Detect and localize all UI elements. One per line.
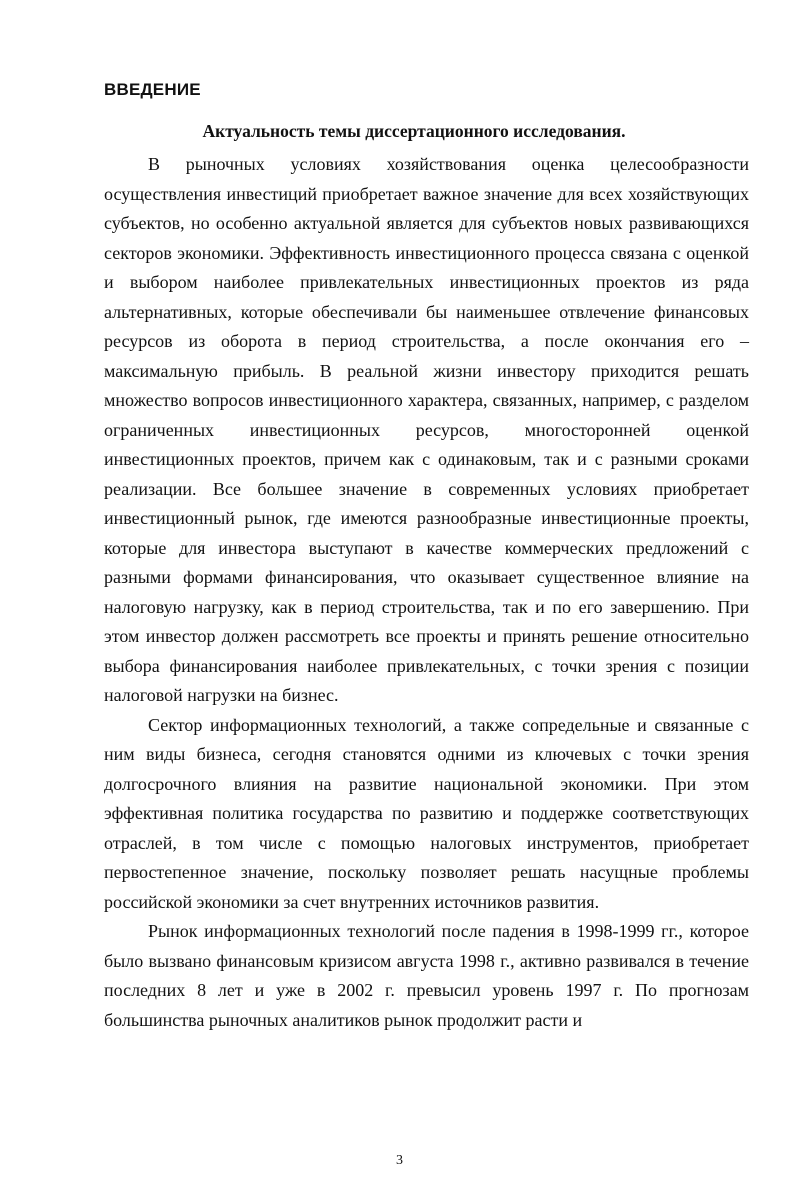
section-subheading-text: Актуальность темы диссертационного исследования. [202, 121, 626, 141]
paragraph-2: Сектор информационных технологий, а также сопредельные и связанные с ним виды бизнеса, сегодня становятся одними из ключевых с точки зрения долгосрочного влияния на развитие национальной экономики. При этом эффективная политика государства по развитию и поддержке соответствующих отраслей, в том числе с помощью налоговых инструментов, приобретает первостепенное значение, поскольку позволяет решать насущные проблемы российской экономики за счет внутренних источников развития. [104, 714, 749, 912]
paragraph-3: Рынок информационных технологий после падения в 1998-1999 гг., которое было вызвано финансовым кризисом августа 1998 г., активно развивался в течение последних 8 лет и уже в 2002 г. превысил уровень 1997 г. По прогнозам большинства рыночных аналитиков рынок продолжит расти и [104, 921, 749, 1030]
section-subheading [104, 121, 750, 142]
paragraph-1: В рыночных условиях хозяйствования оценка целесообразности осуществления инвестиций приобретает важное значение для всех хозяйствующих субъектов, но особенно актуальной является для субъектов новых развивающихся секторов экономики. Эффективность инвестиционного процесса связана с оценкой и выбором наиболее привлекательных инвестиционных проектов из ряда альтернативных, которые обеспечивали бы наименьшее отвлечение финансовых ресурсов из оборота в период строительства, а после окончания его – максимальную прибыль. В реальной жизни инвестору приходится решать множество вопросов инвестиционного характера, связанных, например, с разделом ограниченных инвестиционных ресурсов, многосторонней оценкой инвестиционных проектов, причем как с одинаковым, так и с разными сроками реализации. Все большее значение в современных условиях приобретает инвестиционный рынок, где имеются разнообразные инвестиционные проекты, которые для инвестора выступают в качестве коммерческих предложений с разными формами финансирования, что оказывает существенное влияние на налоговую нагрузку, как в период строительства, так и по его завершению. При этом инвестор должен рассмотреть все проекты и принять решение относительно выбора финансирования наиболее привлекательных, с точки зрения с позиции налоговой нагрузки на бизнес. [104, 154, 749, 705]
page-number: 3 [396, 1153, 403, 1168]
body-text [104, 150, 749, 1035]
section-heading: ВВЕДЕНИЕ [104, 80, 201, 99]
